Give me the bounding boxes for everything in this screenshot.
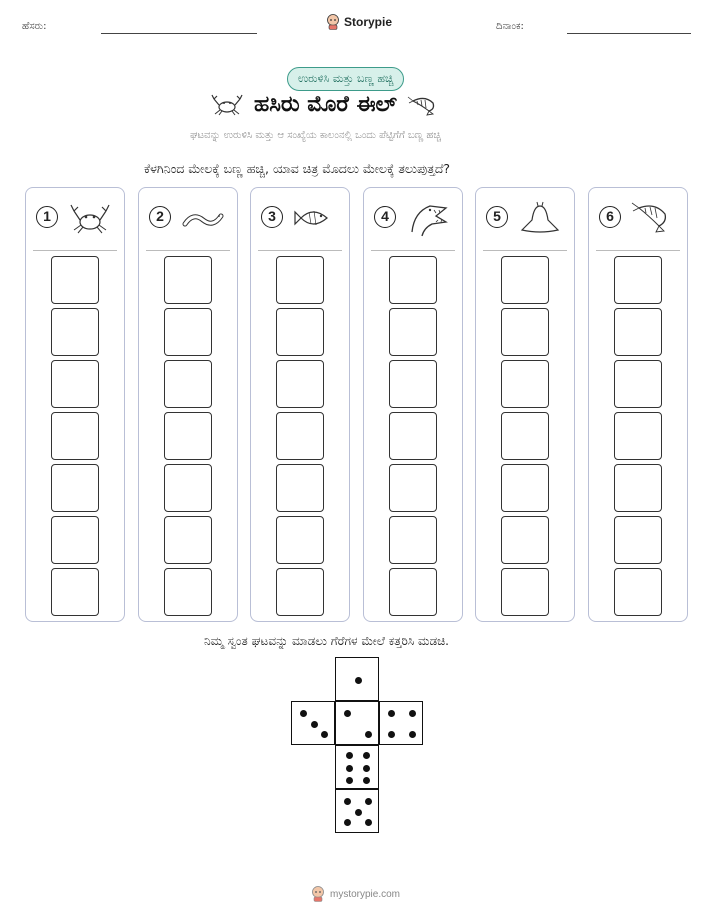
die-pip <box>321 731 328 738</box>
die-pip <box>300 710 307 717</box>
sea-slug-icon <box>518 198 562 238</box>
color-box[interactable] <box>276 516 324 564</box>
column-2 <box>138 187 238 622</box>
color-box[interactable] <box>501 256 549 304</box>
color-box[interactable] <box>614 360 662 408</box>
column-header <box>476 188 574 250</box>
color-box[interactable] <box>164 464 212 512</box>
color-box[interactable] <box>389 308 437 356</box>
color-box[interactable] <box>51 464 99 512</box>
date-label: ದಿನಾಂಕ: <box>496 21 524 32</box>
column-divider <box>596 250 680 251</box>
brand-logo <box>326 14 392 30</box>
column-number: 2 <box>149 206 171 228</box>
color-box[interactable] <box>389 464 437 512</box>
color-box[interactable] <box>614 412 662 460</box>
column-number: 1 <box>36 206 58 228</box>
page-title-row <box>210 92 441 117</box>
die-pip <box>344 710 351 717</box>
column-6 <box>588 187 688 622</box>
column-4 <box>363 187 463 622</box>
die-face-4 <box>379 701 423 745</box>
die-pip <box>355 809 362 816</box>
crab-icon <box>68 198 112 238</box>
color-box[interactable] <box>614 256 662 304</box>
color-box[interactable] <box>501 516 549 564</box>
color-box[interactable] <box>276 412 324 460</box>
color-box[interactable] <box>276 256 324 304</box>
die-face-3 <box>291 701 335 745</box>
column-number: 4 <box>374 206 396 228</box>
color-box[interactable] <box>276 464 324 512</box>
color-box[interactable] <box>51 308 99 356</box>
date-line <box>567 33 691 34</box>
fish-icon <box>293 198 337 238</box>
column-header <box>251 188 349 250</box>
footer <box>311 886 400 902</box>
die-pip <box>363 765 370 772</box>
die-pip <box>365 798 372 805</box>
activity-pill: ಉರುಳಿಸಿ ಮತ್ತು ಬಣ್ಣ ಹಚ್ಚಿ <box>287 67 404 91</box>
name-line <box>101 33 257 34</box>
column-1 <box>25 187 125 622</box>
color-box[interactable] <box>389 568 437 616</box>
footer-url: mystorypie.com <box>330 888 401 900</box>
color-box[interactable] <box>51 516 99 564</box>
column-divider <box>146 250 230 251</box>
column-number: 3 <box>261 206 283 228</box>
color-box[interactable] <box>164 308 212 356</box>
color-box[interactable] <box>276 360 324 408</box>
color-box[interactable] <box>501 464 549 512</box>
die-pip <box>346 765 353 772</box>
column-header <box>589 188 687 250</box>
color-box[interactable] <box>614 568 662 616</box>
column-3 <box>250 187 350 622</box>
die-pip <box>363 777 370 784</box>
die-face-6 <box>335 745 379 789</box>
crab-icon <box>210 93 244 117</box>
color-box[interactable] <box>389 256 437 304</box>
color-box[interactable] <box>164 568 212 616</box>
die-pip <box>388 731 395 738</box>
brand-name: Storypie <box>344 15 393 29</box>
mascot-icon <box>311 886 325 902</box>
die-pip <box>346 752 353 759</box>
question-text: ಕೆಳಗಿನಿಂದ ಮೇಲಕ್ಕೆ ಬಣ್ಣ ಹಚ್ಚಿ, ಯಾವ ಚಿತ್ರ ಮೊದಲು ಮೇಲಕ್ಕೆ ತಲುಪುತ್ತದೆ? <box>144 161 451 176</box>
column-divider <box>371 250 455 251</box>
page-subtitle: ಘಟವನ್ನು ಉರುಳಿಸಿ ಮತ್ತು ಆ ಸಂಖ್ಯೆಯ ಕಾಲಂನಲ್ಲಿ ಒಂದು ಪೆಟ್ಟಿಗೆಗೆ ಬಣ್ಣ ಹಚ್ಚಿ <box>190 130 442 141</box>
color-box[interactable] <box>614 464 662 512</box>
color-box[interactable] <box>276 308 324 356</box>
color-box[interactable] <box>614 516 662 564</box>
die-face-5 <box>335 789 379 833</box>
die-pip <box>355 677 362 684</box>
column-header <box>364 188 462 250</box>
die-pip <box>409 710 416 717</box>
color-box[interactable] <box>389 516 437 564</box>
color-box[interactable] <box>51 412 99 460</box>
column-divider <box>258 250 342 251</box>
color-box[interactable] <box>389 360 437 408</box>
instruction-text: ನಿಮ್ಮ ಸ್ವಂತ ಘಟವನ್ನು ಮಾಡಲು ಗೆರೆಗಳ ಮೇಲೆ ಕತ್ತರಿಸಿ ಮಡಚಿ. <box>204 634 449 648</box>
moray-eel-head-icon <box>406 198 450 238</box>
die-face-1 <box>335 657 379 701</box>
die-pip <box>344 819 351 826</box>
color-box[interactable] <box>164 516 212 564</box>
color-box[interactable] <box>51 360 99 408</box>
die-pip <box>409 731 416 738</box>
die-face-2 <box>335 701 379 745</box>
color-box[interactable] <box>501 308 549 356</box>
die-pip <box>365 731 372 738</box>
column-divider <box>483 250 567 251</box>
die-pip <box>344 798 351 805</box>
color-box[interactable] <box>614 308 662 356</box>
color-box[interactable] <box>51 256 99 304</box>
shrimp-icon <box>407 93 441 117</box>
name-label: ಹೆಸರು: <box>22 21 47 32</box>
color-box[interactable] <box>164 412 212 460</box>
color-box[interactable] <box>276 568 324 616</box>
die-pip <box>346 777 353 784</box>
color-box[interactable] <box>501 360 549 408</box>
column-number: 5 <box>486 206 508 228</box>
color-box[interactable] <box>164 256 212 304</box>
column-number: 6 <box>599 206 621 228</box>
page-title: ಹಸಿರು ಮೊರೆ ಈಲ್ <box>254 92 397 117</box>
column-divider <box>33 250 117 251</box>
color-box[interactable] <box>389 412 437 460</box>
die-pip <box>311 721 318 728</box>
shrimp-icon <box>631 198 675 238</box>
column-header <box>139 188 237 250</box>
color-box[interactable] <box>501 412 549 460</box>
color-box[interactable] <box>501 568 549 616</box>
die-pip <box>365 819 372 826</box>
die-pip <box>388 710 395 717</box>
column-header <box>26 188 124 250</box>
color-box[interactable] <box>51 568 99 616</box>
eel-icon <box>181 198 225 238</box>
mascot-icon <box>326 14 340 30</box>
color-box[interactable] <box>164 360 212 408</box>
die-pip <box>363 752 370 759</box>
column-5 <box>475 187 575 622</box>
